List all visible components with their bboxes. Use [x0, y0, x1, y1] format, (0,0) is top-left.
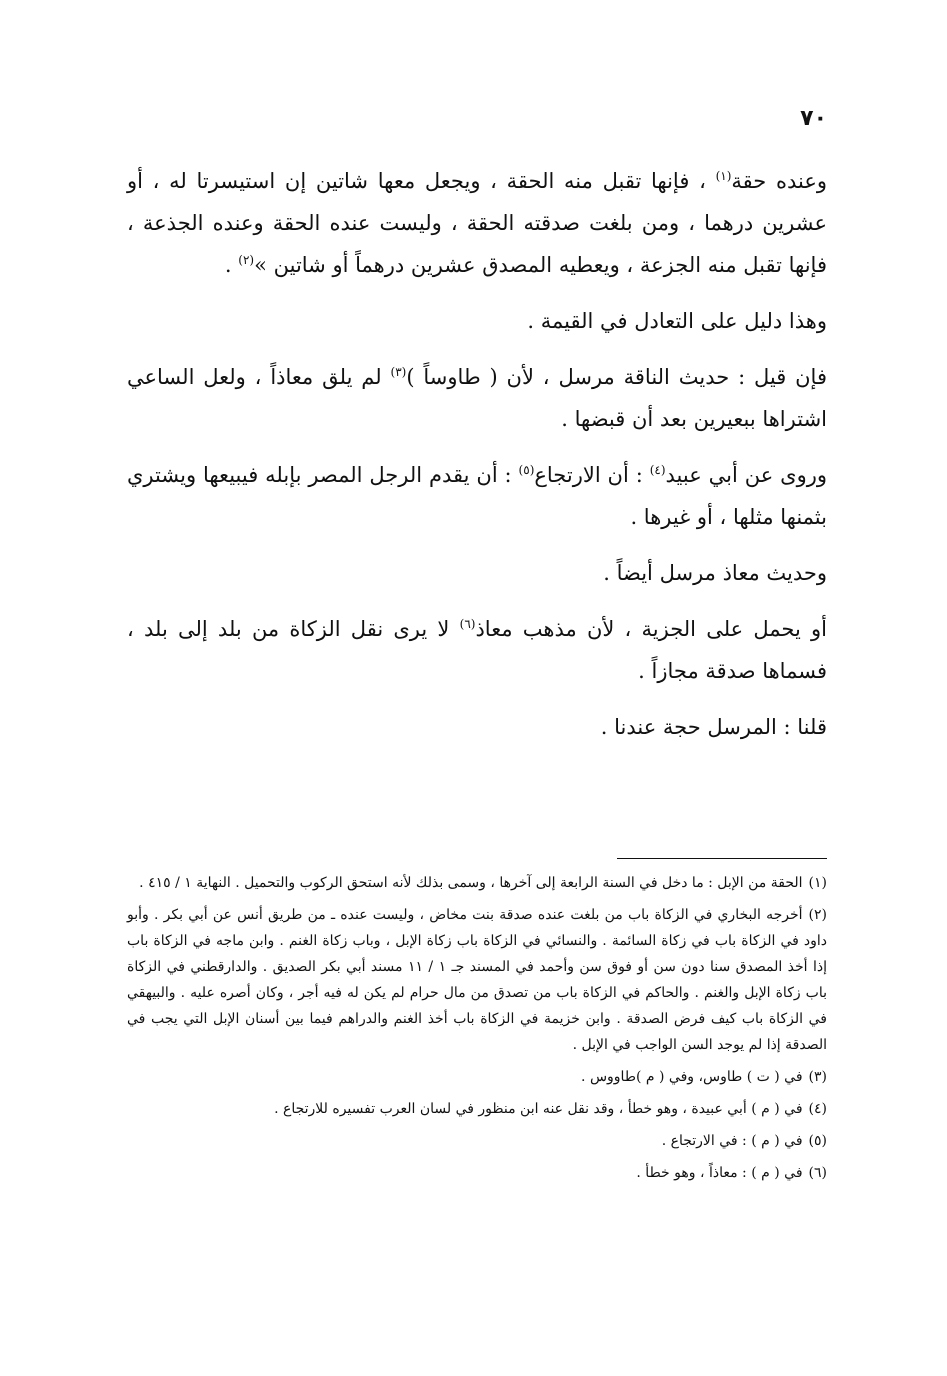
footnote — [127, 902, 827, 1058]
paragraph-text: لا يرى نقل الزكاة من بلد إلى بلد ، فسماها صدقة مجازاً . — [127, 617, 827, 683]
footnote-number: (٤) — [808, 1101, 827, 1117]
paragraph-text: وروى عن أبي عبيد — [665, 463, 828, 487]
footnote — [127, 1128, 827, 1154]
footnote-reference[interactable]: (٥) — [518, 463, 535, 477]
paragraph — [127, 706, 827, 748]
paragraph-text: قلنا : المرسل حجة عندنا . — [600, 715, 827, 739]
footnote — [127, 870, 827, 896]
paragraph-text: . — [224, 253, 239, 277]
footnote-reference[interactable]: (٤) — [649, 463, 666, 477]
footnote — [127, 1064, 827, 1090]
footnote-text: أخرجه البخاري في الزكاة باب من بلغت عنده صدقة بنت مخاض ، وليست عنده ـ من طريق أنس عن أبي بكر . وأبو داود في الزكاة باب في زكاة السائمة . والنسائي في الزكاة باب زكاة الإبل ، وباب زكاة الغنم . وابن ماجه في الزكاة باب إذا أخذ المصدق سنا دون سن أو فوق سن وأحمد في المسند جـ ١ / ١١ مسند أبي بكر الصديق . والدارقطني في الزكاة باب زكاة الإبل والغنم . والحاكم في الزكاة باب من تصدق من مال حرام لم يكن له فيه أجر ، وكان أصره عليه . والبيهقي في الزكاة باب كيف فرض الصدقة . وابن خزيمة في الزكاة باب أخذ الغنم والدراهم فيما بين أسنان الإبل التي يجب في الصدقة إذا لم يوجد السن الواجب في الإبل . — [127, 907, 828, 1053]
paragraph-text: : أن الارتجاع — [534, 463, 650, 487]
footnote-reference[interactable]: (٦) — [459, 617, 476, 631]
paragraph — [127, 300, 827, 342]
footnote-number: (٣) — [808, 1069, 827, 1085]
footnote-number: (١) — [808, 875, 827, 891]
footnote-number: (٢) — [808, 907, 827, 923]
footnote-reference[interactable]: (١) — [715, 169, 732, 183]
footnote-reference[interactable]: (٣) — [390, 365, 407, 379]
main-text — [127, 160, 827, 762]
footnote-text: في ( م ) : معاذاً ، وهو خطأ . — [636, 1165, 803, 1181]
paragraph-text: وعنده حقة — [731, 169, 827, 193]
paragraph — [127, 552, 827, 594]
footnote — [127, 1096, 827, 1122]
paragraph — [127, 454, 827, 538]
footnote-text: في ( ت ) طاوس، وفي ( م )طاووس . — [581, 1069, 803, 1085]
paragraph-text: لم يلق معاذاً ، ولعل الساعي اشتراها ببعيرين بعد أن قبضها . — [127, 365, 827, 431]
footnote-number: (٥) — [808, 1133, 827, 1149]
paragraph-text: وهذا دليل على التعادل في القيمة . — [527, 309, 827, 333]
paragraph — [127, 608, 827, 692]
paragraph-text: ، فإنها تقبل منه الحقة ، ويجعل معها شاتين إن استيسرتا له ، أو عشرين درهما ، ومن بلغت صدقته الحقة ، وليست عنده الحقة وعنده الجذعة ، فإنها تقبل منه الجزعة ، ويعطيه المصدق عشرين درهماً أو شاتين » — [127, 169, 827, 277]
page-number: ٧٠ — [800, 106, 827, 131]
paragraph-text: : أن يقدم الرجل المصر بإبله فيبيعها ويشتري بثمنها مثلها ، أو غيرها . — [127, 463, 827, 529]
paragraph-text: وحديث معاذ مرسل أيضاً . — [603, 561, 827, 585]
footnote-text: في ( م ) أبي عبيدة ، وهو خطأ ، وقد نقل عنه ابن منظور في لسان العرب تفسيره للارتجاع . — [274, 1101, 803, 1117]
paragraph-text: أو يحمل على الجزية ، لأن مذهب معاذ — [475, 617, 828, 641]
footnote-divider — [617, 858, 827, 859]
paragraph — [127, 356, 827, 440]
paragraph-text: فإن قيل : حديث الناقة مرسل ، لأن ( طاوساً ) — [406, 365, 827, 389]
footnote-number: (٦) — [808, 1165, 827, 1181]
footnote-text: في ( م ) : في الارتجاع . — [661, 1133, 803, 1149]
footnotes — [127, 870, 827, 1192]
footnote-text: الحقة من الإبل : ما دخل في السنة الرابعة إلى آخرها ، وسمى بذلك لأنه استحق الركوب والتحميل . النهاية ١ / ٤١٥ . — [139, 875, 803, 891]
footnote — [127, 1160, 827, 1186]
paragraph — [127, 160, 827, 286]
footnote-reference[interactable]: (٢) — [238, 253, 255, 267]
